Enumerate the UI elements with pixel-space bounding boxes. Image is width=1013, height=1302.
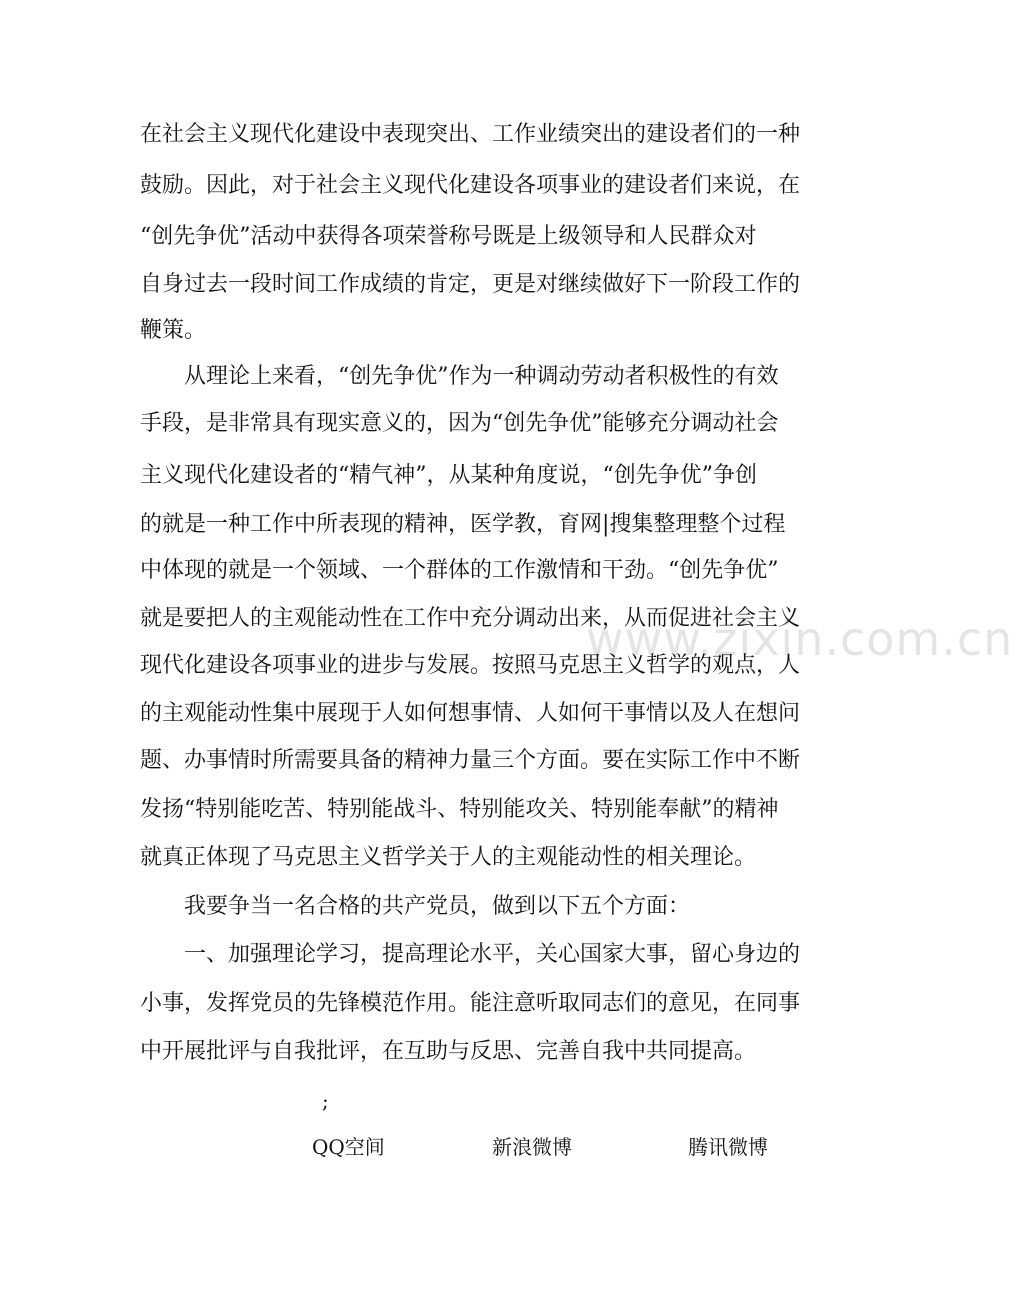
share-tencent-weibo-link[interactable]: 腾讯微博 bbox=[688, 1135, 768, 1159]
watermark: www.zixin.com.cn bbox=[586, 612, 1013, 666]
text-line: 的主观能动性集中展现于人如何想事情、人如何干事情以及人在想问 bbox=[140, 701, 801, 726]
text-line: 发扬“特别能吃苦、特别能战斗、特别能攻关、特别能奉献”的精神 bbox=[140, 797, 779, 822]
share-weibo-link[interactable]: 新浪微博 bbox=[492, 1135, 572, 1159]
text-line: 题、办事情时所需要具备的精神力量三个方面。要在实际工作中不断 bbox=[140, 748, 801, 773]
text-line: 我要争当一名合格的共产党员，做到以下五个方面： bbox=[140, 894, 691, 919]
text-line: 主义现代化建设者的“精气神”，从某种角度说，“创先争优”争创 bbox=[140, 463, 757, 488]
text-line: 就是要把人的主观能动性在工作中充分调动出来，从而促进社会主义 bbox=[140, 606, 801, 631]
text-line: 从理论上来看，“创先争优”作为一种调动劳动者积极性的有效 bbox=[140, 364, 779, 389]
text-line: 就真正体现了马克思主义哲学关于人的主观能动性的相关理论。 bbox=[140, 845, 757, 870]
text-line: 的就是一种工作中所表现的精神，医学教，育网|搜集整理整个过程 bbox=[140, 512, 786, 537]
text-line: 小事，发挥党员的先锋模范作用。能注意听取同志们的意见，在同事 bbox=[140, 991, 801, 1016]
text-line: 鞭策。 bbox=[140, 318, 207, 343]
text-line: 自身过去一段时间工作成绩的肯定，更是对继续做好下一阶段工作的 bbox=[140, 272, 801, 297]
text-line: “创先争优”活动中获得各项荣誉称号既是上级领导和人民群众对 bbox=[140, 224, 757, 249]
share-qzone-link[interactable]: QQ空间 bbox=[312, 1135, 385, 1159]
text-line: 现代化建设各项事业的进步与发展。按照马克思主义哲学的观点，人 bbox=[140, 653, 801, 678]
text-line: 在社会主义现代化建设中表现突出、工作业绩突出的建设者们的一种 bbox=[140, 122, 801, 147]
text-line: 一、加强理论学习，提高理论水平，关心国家大事，留心身边的 bbox=[140, 942, 801, 967]
text-line: 手段，是非常具有现实意义的，因为“创先争优”能够充分调动社会 bbox=[140, 411, 779, 436]
separator-text: ; bbox=[322, 1089, 329, 1113]
text-line: 中体现的就是一个领域、一个群体的工作激情和干劲。“创先争优” bbox=[140, 558, 779, 583]
text-line: 鼓励。因此，对于社会主义现代化建设各项事业的建设者们来说，在 bbox=[140, 173, 801, 198]
text-line: 中开展批评与自我批评，在互助与反思、完善自我中共同提高。 bbox=[140, 1039, 757, 1064]
